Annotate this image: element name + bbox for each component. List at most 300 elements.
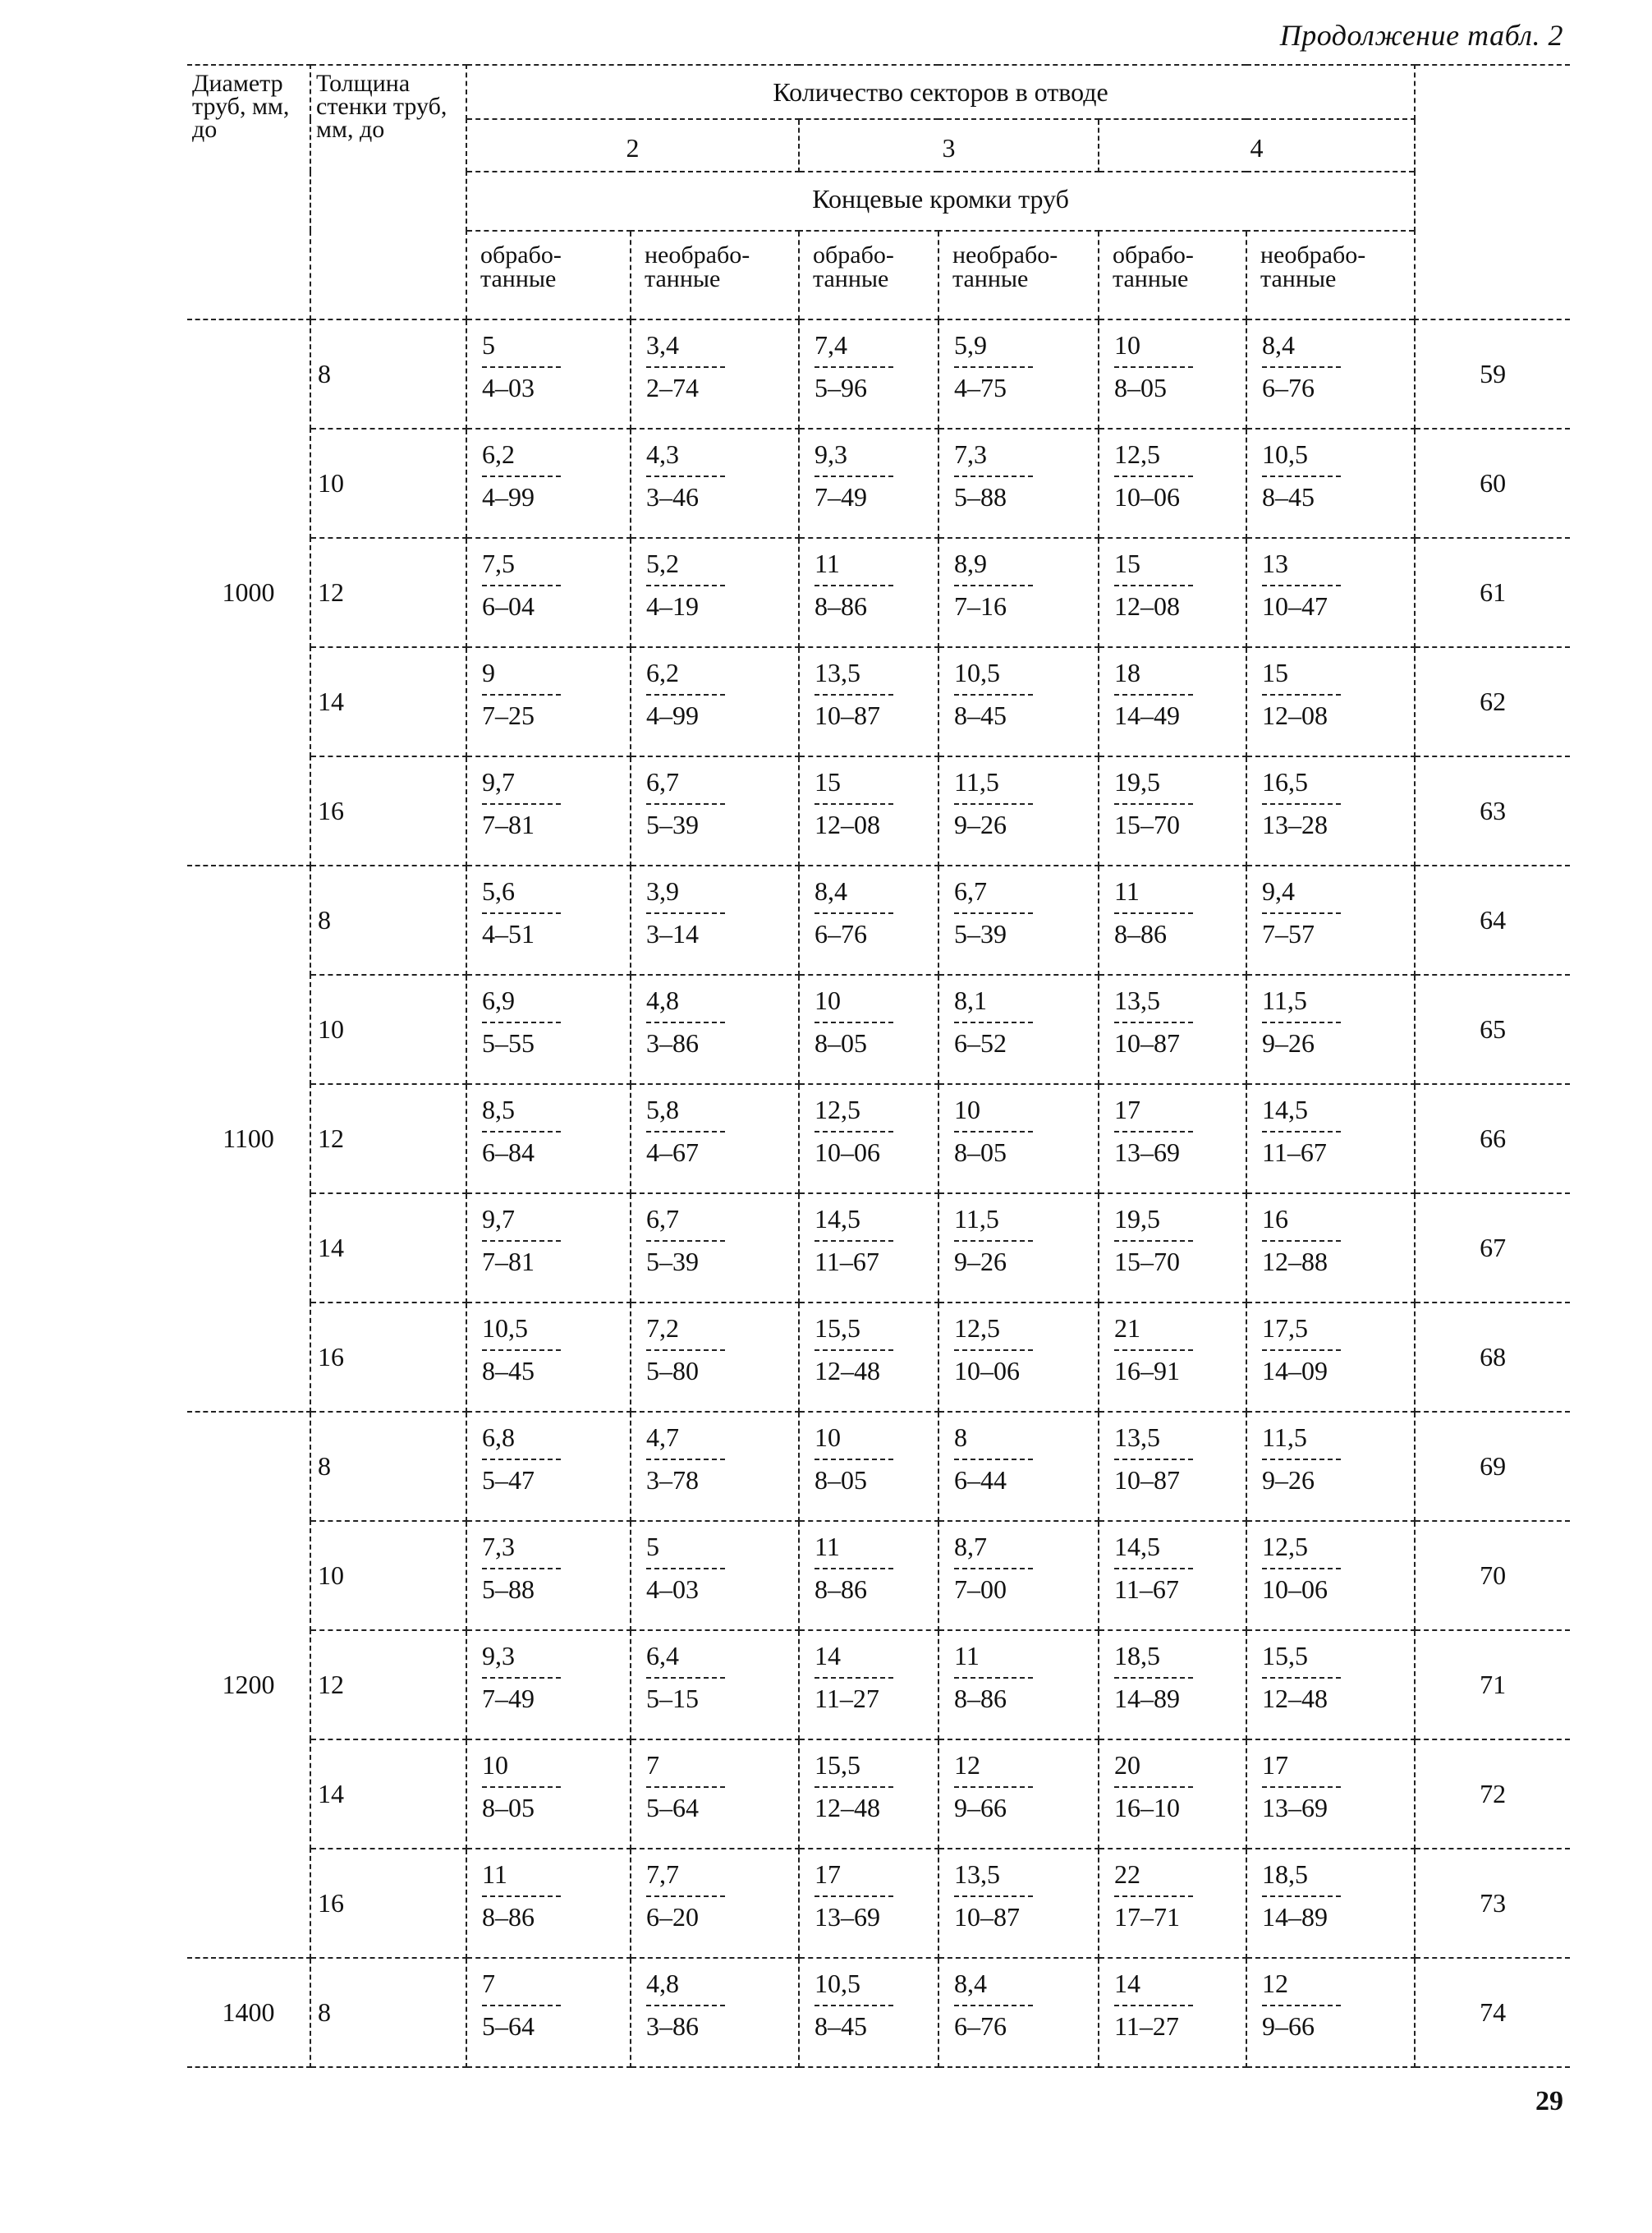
fraction-numerator: 11 bbox=[482, 1859, 507, 1889]
header-sectors-title: Количество секторов в отводе bbox=[466, 65, 1415, 119]
value-cell bbox=[1246, 866, 1415, 975]
value-cell bbox=[1099, 1193, 1246, 1303]
header-edge-unprocessed: необрабо-танные bbox=[1246, 231, 1415, 319]
fraction-numerator: 13,5 bbox=[1114, 986, 1160, 1015]
fraction-numerator: 5,2 bbox=[646, 549, 679, 578]
fraction-bar bbox=[482, 1131, 561, 1133]
fraction-denominator: 12–08 bbox=[815, 810, 880, 839]
value-cell bbox=[466, 647, 631, 756]
fraction-denominator: 3–46 bbox=[646, 482, 699, 512]
fraction-numerator: 10,5 bbox=[954, 658, 1000, 687]
value-cell bbox=[631, 756, 799, 866]
fraction-numerator: 16,5 bbox=[1262, 767, 1308, 797]
fraction-bar bbox=[1114, 912, 1193, 914]
value-cell bbox=[938, 647, 1099, 756]
fraction-numerator: 6,8 bbox=[482, 1422, 515, 1452]
row-id-cell: 70 bbox=[1415, 1521, 1570, 1630]
value-cell bbox=[1246, 1084, 1415, 1193]
fraction-bar bbox=[1114, 2005, 1193, 2006]
fraction-bar bbox=[1262, 1349, 1341, 1351]
fraction-denominator: 13–28 bbox=[1262, 810, 1328, 839]
value-cell bbox=[938, 1193, 1099, 1303]
value-cell bbox=[938, 1958, 1099, 2067]
fraction-value bbox=[482, 986, 561, 1058]
fraction-bar bbox=[1114, 1568, 1193, 1569]
fraction-value bbox=[1262, 876, 1341, 949]
fraction-denominator: 2–74 bbox=[646, 373, 699, 402]
fraction-value bbox=[1114, 439, 1193, 512]
fraction-value bbox=[954, 1095, 1033, 1167]
fraction-denominator: 5–55 bbox=[482, 1028, 535, 1058]
value-cell bbox=[631, 1630, 799, 1739]
thickness-cell: 12 bbox=[310, 1084, 466, 1193]
value-cell bbox=[466, 1303, 631, 1412]
value-cell bbox=[1246, 1193, 1415, 1303]
fraction-value bbox=[1114, 1095, 1193, 1167]
fraction-value bbox=[954, 876, 1033, 949]
value-cell bbox=[938, 319, 1099, 429]
fraction-bar bbox=[954, 1568, 1033, 1569]
fraction-bar bbox=[646, 1895, 725, 1897]
row-id-cell: 69 bbox=[1415, 1412, 1570, 1521]
value-cell bbox=[466, 1412, 631, 1521]
fraction-denominator: 13–69 bbox=[1262, 1793, 1328, 1822]
value-cell bbox=[799, 756, 938, 866]
value-cell bbox=[799, 538, 938, 647]
fraction-numerator: 10 bbox=[815, 986, 841, 1015]
fraction-numerator: 12 bbox=[954, 1750, 980, 1780]
value-cell bbox=[1246, 1303, 1415, 1412]
fraction-denominator: 17–71 bbox=[1114, 1902, 1180, 1932]
fraction-denominator: 8–86 bbox=[1114, 919, 1167, 949]
fraction-denominator: 11–27 bbox=[815, 1684, 879, 1713]
fraction-value bbox=[482, 1750, 561, 1822]
fraction-numerator: 15 bbox=[815, 767, 841, 797]
fraction-denominator: 8–05 bbox=[815, 1465, 867, 1495]
value-cell bbox=[1246, 429, 1415, 538]
value-cell bbox=[1246, 1958, 1415, 2067]
fraction-bar bbox=[646, 1022, 725, 1023]
row-id-cell: 63 bbox=[1415, 756, 1570, 866]
table-row bbox=[187, 319, 1570, 429]
fraction-value bbox=[954, 1641, 1033, 1713]
fraction-numerator: 6,7 bbox=[646, 767, 679, 797]
fraction-numerator: 6,2 bbox=[646, 658, 679, 687]
fraction-denominator: 5–64 bbox=[482, 2011, 535, 2041]
value-cell bbox=[938, 1303, 1099, 1412]
row-id-cell: 74 bbox=[1415, 1958, 1570, 2067]
fraction-denominator: 7–81 bbox=[482, 1247, 535, 1276]
fraction-bar bbox=[1262, 1131, 1341, 1133]
fraction-denominator: 7–49 bbox=[482, 1684, 535, 1713]
fraction-value bbox=[1262, 767, 1341, 839]
value-cell bbox=[799, 1084, 938, 1193]
fraction-bar bbox=[815, 1240, 893, 1242]
table-body bbox=[187, 319, 1570, 2067]
fraction-value bbox=[646, 986, 725, 1058]
fraction-bar bbox=[1114, 1786, 1193, 1788]
fraction-value bbox=[815, 658, 893, 730]
value-cell bbox=[799, 866, 938, 975]
fraction-denominator: 5–15 bbox=[646, 1684, 699, 1713]
fraction-bar bbox=[815, 1022, 893, 1023]
row-id-cell: 61 bbox=[1415, 538, 1570, 647]
fraction-numerator: 4,8 bbox=[646, 986, 679, 1015]
fraction-value bbox=[815, 439, 893, 512]
fraction-denominator: 4–19 bbox=[646, 591, 699, 621]
fraction-bar bbox=[1114, 1131, 1193, 1133]
fraction-denominator: 9–26 bbox=[1262, 1028, 1315, 1058]
fraction-value bbox=[954, 1204, 1033, 1276]
value-cell bbox=[631, 1303, 799, 1412]
value-cell bbox=[1099, 975, 1246, 1084]
fraction-numerator: 6,4 bbox=[646, 1641, 679, 1670]
fraction-numerator: 6,2 bbox=[482, 439, 515, 469]
value-cell bbox=[799, 1849, 938, 1958]
fraction-numerator: 9 bbox=[482, 658, 495, 687]
fraction-numerator: 15 bbox=[1114, 549, 1140, 578]
fraction-numerator: 10,5 bbox=[815, 1969, 860, 1998]
header-edges-title: Концевые кромки труб bbox=[466, 172, 1415, 231]
fraction-bar bbox=[1262, 476, 1341, 477]
value-cell bbox=[1246, 538, 1415, 647]
fraction-numerator: 15,5 bbox=[815, 1313, 860, 1343]
row-id-cell: 60 bbox=[1415, 429, 1570, 538]
fraction-value bbox=[954, 986, 1033, 1058]
fraction-denominator: 12–48 bbox=[815, 1356, 880, 1385]
fraction-numerator: 6,7 bbox=[646, 1204, 679, 1234]
value-cell bbox=[466, 756, 631, 866]
fraction-denominator: 8–05 bbox=[482, 1793, 535, 1822]
value-cell bbox=[1099, 1849, 1246, 1958]
value-cell bbox=[1099, 429, 1246, 538]
fraction-bar bbox=[1262, 1240, 1341, 1242]
fraction-value bbox=[1262, 1422, 1341, 1495]
value-cell bbox=[466, 1193, 631, 1303]
fraction-numerator: 11,5 bbox=[1262, 1422, 1307, 1452]
fraction-numerator: 11,5 bbox=[954, 767, 999, 797]
table-row bbox=[187, 1084, 1570, 1193]
thickness-cell: 12 bbox=[310, 1630, 466, 1739]
header-edge-processed: обрабо-танные bbox=[466, 231, 631, 319]
fraction-denominator: 6–44 bbox=[954, 1465, 1007, 1495]
value-cell bbox=[466, 538, 631, 647]
fraction-denominator: 5–47 bbox=[482, 1465, 535, 1495]
fraction-denominator: 5–88 bbox=[954, 482, 1007, 512]
fraction-denominator: 4–03 bbox=[482, 373, 535, 402]
fraction-value bbox=[1262, 986, 1341, 1058]
header-diameter: Диаметр труб, мм, до bbox=[187, 65, 310, 319]
value-cell bbox=[631, 1521, 799, 1630]
value-cell bbox=[799, 1521, 938, 1630]
value-cell bbox=[631, 1412, 799, 1521]
value-cell bbox=[1099, 538, 1246, 647]
fraction-bar bbox=[646, 1240, 725, 1242]
fraction-bar bbox=[646, 476, 725, 477]
value-cell bbox=[1246, 1739, 1415, 1849]
fraction-value bbox=[482, 549, 561, 621]
fraction-bar bbox=[482, 476, 561, 477]
value-cell bbox=[1099, 1958, 1246, 2067]
fraction-denominator: 6–76 bbox=[815, 919, 867, 949]
fraction-numerator: 10,5 bbox=[482, 1313, 528, 1343]
fraction-denominator: 4–99 bbox=[646, 701, 699, 730]
fraction-denominator: 8–45 bbox=[1262, 482, 1315, 512]
fraction-denominator: 10–06 bbox=[815, 1137, 880, 1167]
fraction-value bbox=[482, 330, 561, 402]
fraction-value bbox=[646, 767, 725, 839]
value-cell bbox=[1099, 1630, 1246, 1739]
fraction-denominator: 5–39 bbox=[954, 919, 1007, 949]
fraction-numerator: 8,7 bbox=[954, 1532, 987, 1561]
fraction-bar bbox=[1262, 1677, 1341, 1679]
fraction-bar bbox=[954, 1240, 1033, 1242]
fraction-bar bbox=[1262, 912, 1341, 914]
table-row bbox=[187, 1303, 1570, 1412]
fraction-value bbox=[1114, 1313, 1193, 1385]
fraction-numerator: 17,5 bbox=[1262, 1313, 1308, 1343]
fraction-numerator: 10,5 bbox=[1262, 439, 1308, 469]
table-row bbox=[187, 1958, 1570, 2067]
value-cell bbox=[631, 429, 799, 538]
value-cell bbox=[466, 1849, 631, 1958]
fraction-denominator: 6–20 bbox=[646, 1902, 699, 1932]
fraction-bar bbox=[815, 2005, 893, 2006]
fraction-denominator: 12–08 bbox=[1262, 701, 1328, 730]
row-id-cell: 59 bbox=[1415, 319, 1570, 429]
fraction-value bbox=[815, 549, 893, 621]
fraction-denominator: 10–87 bbox=[1114, 1028, 1180, 1058]
fraction-bar bbox=[1262, 1022, 1341, 1023]
fraction-denominator: 8–45 bbox=[815, 2011, 867, 2041]
fraction-value bbox=[646, 439, 725, 512]
fraction-numerator: 3,9 bbox=[646, 876, 679, 906]
value-cell bbox=[938, 756, 1099, 866]
fraction-bar bbox=[815, 1786, 893, 1788]
fraction-bar bbox=[646, 912, 725, 914]
fraction-bar bbox=[1262, 1459, 1341, 1460]
fraction-bar bbox=[646, 694, 725, 696]
row-id-cell: 68 bbox=[1415, 1303, 1570, 1412]
fraction-bar bbox=[815, 1459, 893, 1460]
fraction-bar bbox=[646, 1131, 725, 1133]
value-cell bbox=[631, 319, 799, 429]
fraction-numerator: 15,5 bbox=[1262, 1641, 1308, 1670]
fraction-denominator: 7–00 bbox=[954, 1574, 1007, 1604]
value-cell bbox=[799, 647, 938, 756]
fraction-bar bbox=[815, 585, 893, 586]
value-cell bbox=[938, 1412, 1099, 1521]
thickness-cell: 14 bbox=[310, 1739, 466, 1849]
fraction-denominator: 8–86 bbox=[482, 1902, 535, 1932]
fraction-value bbox=[815, 767, 893, 839]
fraction-value bbox=[1262, 1313, 1341, 1385]
fraction-value bbox=[1114, 1750, 1193, 1822]
fraction-numerator: 14 bbox=[815, 1641, 841, 1670]
value-cell bbox=[631, 538, 799, 647]
table-row bbox=[187, 1630, 1570, 1739]
fraction-denominator: 11–67 bbox=[1114, 1574, 1179, 1604]
value-cell bbox=[938, 1739, 1099, 1849]
value-cell bbox=[799, 1630, 938, 1739]
fraction-denominator: 15–70 bbox=[1114, 810, 1180, 839]
fraction-numerator: 5,8 bbox=[646, 1095, 679, 1124]
fraction-denominator: 14–09 bbox=[1262, 1356, 1328, 1385]
table-row bbox=[187, 756, 1570, 866]
fraction-bar bbox=[954, 1786, 1033, 1788]
fraction-value bbox=[954, 1313, 1033, 1385]
fraction-denominator: 6–52 bbox=[954, 1028, 1007, 1058]
fraction-numerator: 7,4 bbox=[815, 330, 847, 360]
fraction-denominator: 15–70 bbox=[1114, 1247, 1180, 1276]
value-cell bbox=[1246, 1630, 1415, 1739]
fraction-value bbox=[815, 330, 893, 402]
fraction-denominator: 12–48 bbox=[1262, 1684, 1328, 1713]
fraction-numerator: 10 bbox=[482, 1750, 508, 1780]
fraction-value bbox=[646, 1313, 725, 1385]
fraction-bar bbox=[1262, 2005, 1341, 2006]
value-cell bbox=[466, 1958, 631, 2067]
fraction-bar bbox=[1114, 1349, 1193, 1351]
value-cell bbox=[631, 1739, 799, 1849]
value-cell bbox=[631, 1084, 799, 1193]
fraction-denominator: 9–66 bbox=[1262, 2011, 1315, 2041]
fraction-bar bbox=[646, 1677, 725, 1679]
fraction-value bbox=[646, 1969, 725, 2041]
data-table bbox=[187, 64, 1570, 2068]
value-cell bbox=[1099, 647, 1246, 756]
header-sectors-2: 2 bbox=[466, 119, 799, 172]
fraction-bar bbox=[954, 2005, 1033, 2006]
value-cell bbox=[466, 319, 631, 429]
fraction-denominator: 3–86 bbox=[646, 1028, 699, 1058]
fraction-numerator: 20 bbox=[1114, 1750, 1140, 1780]
table-row bbox=[187, 1193, 1570, 1303]
fraction-value bbox=[482, 876, 561, 949]
fraction-denominator: 9–66 bbox=[954, 1793, 1007, 1822]
fraction-bar bbox=[954, 803, 1033, 805]
fraction-numerator: 18,5 bbox=[1262, 1859, 1308, 1889]
fraction-value bbox=[1114, 1859, 1193, 1932]
fraction-numerator: 7 bbox=[646, 1750, 659, 1780]
fraction-value bbox=[482, 1532, 561, 1604]
value-cell bbox=[799, 429, 938, 538]
fraction-bar bbox=[815, 476, 893, 477]
fraction-numerator: 18,5 bbox=[1114, 1641, 1160, 1670]
fraction-bar bbox=[954, 1131, 1033, 1133]
fraction-bar bbox=[482, 1459, 561, 1460]
fraction-value bbox=[1114, 330, 1193, 402]
value-cell bbox=[799, 975, 938, 1084]
fraction-bar bbox=[815, 803, 893, 805]
fraction-value bbox=[482, 1204, 561, 1276]
fraction-numerator: 7,3 bbox=[954, 439, 987, 469]
fraction-bar bbox=[954, 912, 1033, 914]
fraction-denominator: 4–99 bbox=[482, 482, 535, 512]
table-row bbox=[187, 647, 1570, 756]
fraction-value bbox=[482, 1641, 561, 1713]
fraction-numerator: 9,7 bbox=[482, 1204, 515, 1234]
thickness-cell: 8 bbox=[310, 319, 466, 429]
fraction-denominator: 7–81 bbox=[482, 810, 535, 839]
fraction-value bbox=[1114, 658, 1193, 730]
fraction-value bbox=[646, 1095, 725, 1167]
fraction-denominator: 5–96 bbox=[815, 373, 867, 402]
fraction-bar bbox=[482, 2005, 561, 2006]
value-cell bbox=[1099, 756, 1246, 866]
page-number: 29 bbox=[1535, 2086, 1563, 2116]
fraction-value bbox=[1262, 1969, 1341, 2041]
table-row bbox=[187, 1849, 1570, 1958]
fraction-numerator: 10 bbox=[1114, 330, 1140, 360]
value-cell bbox=[466, 1630, 631, 1739]
fraction-value bbox=[1262, 1532, 1341, 1604]
table-row bbox=[187, 429, 1570, 538]
fraction-bar bbox=[815, 1895, 893, 1897]
value-cell bbox=[799, 1303, 938, 1412]
value-cell bbox=[938, 429, 1099, 538]
header-thickness: Толщина стенки труб, мм, до bbox=[310, 65, 466, 319]
fraction-denominator: 11–27 bbox=[1114, 2011, 1179, 2041]
fraction-numerator: 13 bbox=[1262, 549, 1288, 578]
fraction-denominator: 5–39 bbox=[646, 1247, 699, 1276]
fraction-numerator: 7 bbox=[482, 1969, 495, 1998]
thickness-cell: 10 bbox=[310, 429, 466, 538]
fraction-value bbox=[646, 330, 725, 402]
fraction-numerator: 5 bbox=[482, 330, 495, 360]
fraction-numerator: 19,5 bbox=[1114, 1204, 1160, 1234]
table-row bbox=[187, 975, 1570, 1084]
fraction-numerator: 13,5 bbox=[815, 658, 860, 687]
value-cell bbox=[466, 1739, 631, 1849]
fraction-numerator: 16 bbox=[1262, 1204, 1288, 1234]
fraction-numerator: 21 bbox=[1114, 1313, 1140, 1343]
value-cell bbox=[631, 1193, 799, 1303]
fraction-numerator: 15,5 bbox=[815, 1750, 860, 1780]
fraction-bar bbox=[1262, 803, 1341, 805]
value-cell bbox=[466, 429, 631, 538]
fraction-numerator: 18 bbox=[1114, 658, 1140, 687]
fraction-numerator: 9,3 bbox=[482, 1641, 515, 1670]
value-cell bbox=[1246, 1521, 1415, 1630]
fraction-value bbox=[482, 1969, 561, 2041]
fraction-value bbox=[1262, 1859, 1341, 1932]
thickness-cell: 12 bbox=[310, 538, 466, 647]
table-caption: Продолжение табл. 2 bbox=[1279, 19, 1563, 52]
fraction-numerator: 8,4 bbox=[954, 1969, 987, 1998]
fraction-numerator: 11 bbox=[954, 1641, 980, 1670]
fraction-denominator: 16–91 bbox=[1114, 1356, 1180, 1385]
header-edge-unprocessed: необрабо-танные bbox=[938, 231, 1099, 319]
fraction-numerator: 4,7 bbox=[646, 1422, 679, 1452]
fraction-bar bbox=[954, 1349, 1033, 1351]
thickness-cell: 14 bbox=[310, 647, 466, 756]
fraction-value bbox=[1114, 1641, 1193, 1713]
fraction-denominator: 7–16 bbox=[954, 591, 1007, 621]
fraction-bar bbox=[482, 803, 561, 805]
header-edge-processed: обрабо-танные bbox=[1099, 231, 1246, 319]
table-row bbox=[187, 1412, 1570, 1521]
fraction-value bbox=[815, 1641, 893, 1713]
fraction-value bbox=[954, 1532, 1033, 1604]
fraction-denominator: 10–87 bbox=[954, 1902, 1020, 1932]
fraction-bar bbox=[646, 1459, 725, 1460]
fraction-value bbox=[1114, 549, 1193, 621]
fraction-value bbox=[815, 1313, 893, 1385]
fraction-numerator: 11 bbox=[815, 1532, 840, 1561]
header-sectors-3: 3 bbox=[799, 119, 1099, 172]
diameter-cell: 1100 bbox=[187, 866, 310, 1412]
